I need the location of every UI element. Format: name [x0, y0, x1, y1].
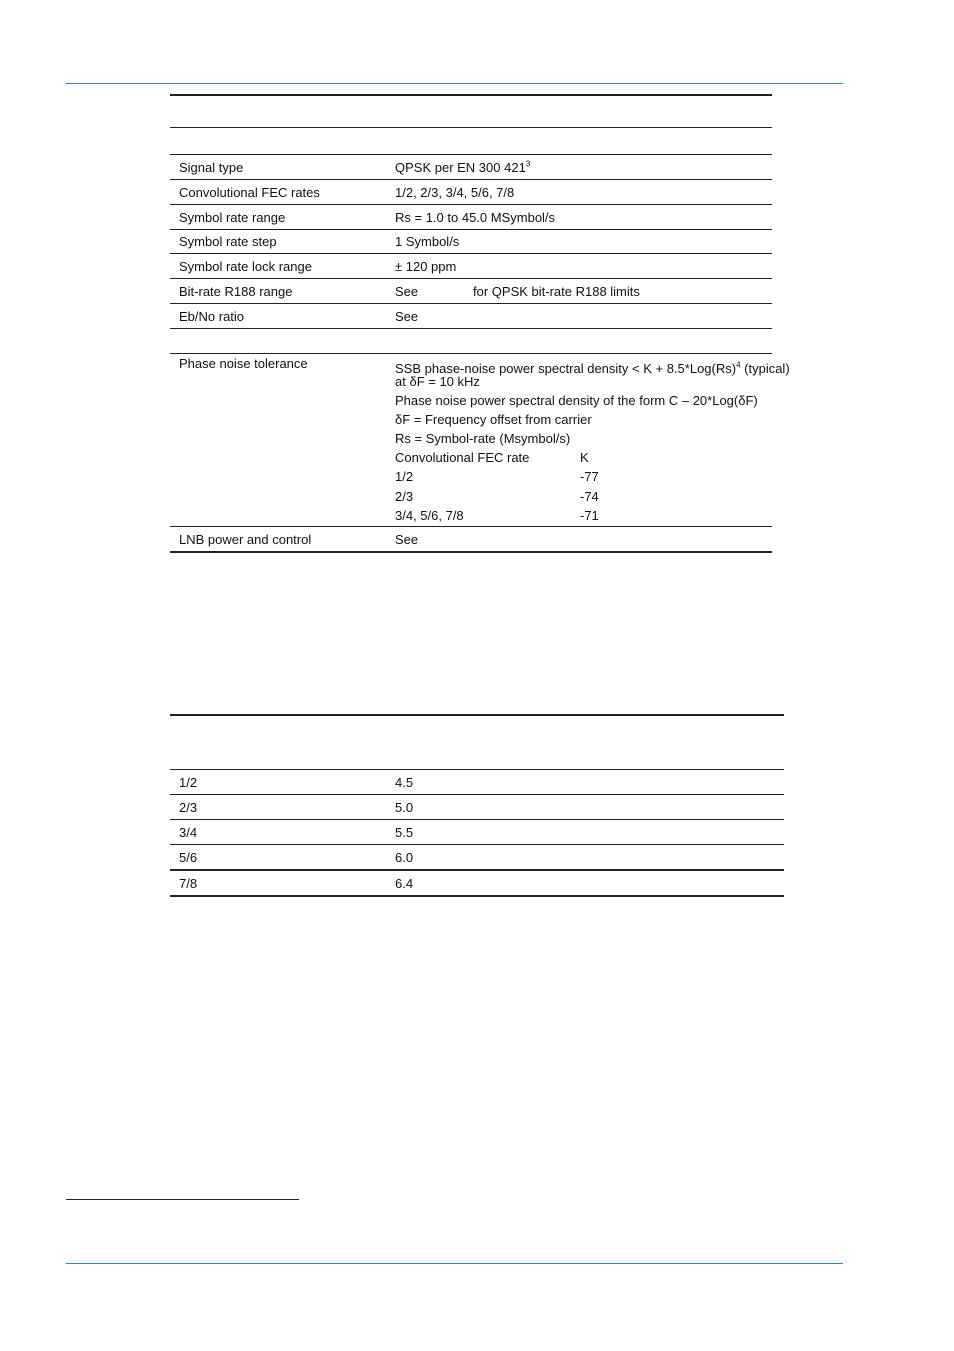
spec-label-lock-range: Symbol rate lock range	[179, 259, 312, 274]
header-rule	[66, 83, 843, 84]
ebno-rate: 5/6	[179, 850, 198, 865]
spec-label-bitrate-r188: Bit-rate R188 range	[179, 284, 293, 299]
phase-noise-line-2: Phase noise power spectral density of the form C – 20*Log(δF)	[395, 393, 758, 408]
spec-value-see-link[interactable]: See	[395, 284, 419, 299]
row-rule	[170, 526, 772, 527]
footnote-ref[interactable]: 4	[736, 360, 741, 370]
spec-label-symbol-rate-step: Symbol rate step	[179, 234, 277, 249]
ebno-rate: 3/4	[179, 825, 198, 840]
spec-label-ebno: Eb/No ratio	[179, 309, 245, 324]
k-row-rate: 3/4, 5/6, 7/8	[395, 508, 464, 523]
k-row-rate: 1/2	[395, 469, 414, 484]
table-subheader-rule	[170, 154, 772, 155]
spec-label-symbol-rate-range: Symbol rate range	[179, 210, 286, 225]
row-rule	[170, 278, 772, 279]
ebno-value: 4.5	[395, 775, 414, 790]
section-rule	[170, 353, 772, 354]
table-header-rule	[170, 769, 784, 770]
spec-value-signal-type	[395, 160, 530, 175]
spec-value-fec-rates: 1/2, 2/3, 3/4, 5/6, 7/8	[395, 185, 515, 200]
spec-label-phase-noise: Phase noise tolerance	[179, 356, 308, 371]
ebno-value: 5.0	[395, 800, 414, 815]
spec-value-ebno-see-link[interactable]: See	[395, 309, 419, 324]
row-rule	[170, 869, 784, 871]
spec-label-lnb: LNB power and control	[179, 532, 312, 547]
table-top-rule	[170, 94, 772, 96]
footnote-ref[interactable]: 3	[525, 159, 531, 169]
k-row-value: -74	[580, 489, 599, 504]
spec-value-text: QPSK per EN 300 421	[395, 160, 526, 175]
spec-label-fec-rates: Convolutional FEC rates	[179, 185, 320, 200]
ebno-table	[170, 714, 784, 899]
spec-value-bitrate-r188: for QPSK bit-rate R188 limits	[473, 284, 640, 299]
row-rule	[170, 253, 772, 254]
phase-noise-line-3: δF = Frequency offset from carrier	[395, 412, 592, 427]
spec-value-lock-range: ± 120 ppm	[395, 259, 457, 274]
table-top-rule	[170, 714, 784, 716]
spec-table	[170, 94, 790, 554]
table-header-rule	[170, 127, 772, 128]
spec-value-symbol-rate-range: Rs = 1.0 to 45.0 MSymbol/s	[395, 210, 556, 225]
phase-noise-text: SSB phase-noise power spectral density < K + 8.5*Log(Rs)	[395, 361, 737, 376]
ebno-rate: 1/2	[179, 775, 198, 790]
k-header-k: K	[580, 450, 589, 465]
ebno-value: 5.5	[395, 825, 414, 840]
row-rule	[170, 229, 772, 230]
table-bottom-rule	[170, 551, 772, 553]
ebno-value: 6.4	[395, 876, 414, 891]
spec-value-lnb-see-link[interactable]: See	[395, 532, 419, 547]
row-rule	[170, 204, 772, 205]
spec-label-signal-type: Signal type	[179, 160, 244, 175]
row-rule	[170, 328, 772, 329]
k-row-rate: 2/3	[395, 489, 414, 504]
row-rule	[170, 179, 772, 180]
row-rule	[170, 303, 772, 304]
ebno-rate: 2/3	[179, 800, 198, 815]
k-header-rate: Convolutional FEC rate	[395, 450, 530, 465]
table-bottom-rule	[170, 895, 784, 897]
footer-rule	[66, 1263, 843, 1264]
row-rule	[170, 819, 784, 820]
k-row-value: -71	[580, 508, 599, 523]
ebno-value: 6.0	[395, 850, 414, 865]
phase-noise-line-4: Rs = Symbol-rate (Msymbol/s)	[395, 431, 571, 446]
row-rule	[170, 794, 784, 795]
phase-noise-text: (typical)	[740, 361, 790, 376]
spec-value-symbol-rate-step: 1 Symbol/s	[395, 234, 460, 249]
footnote-separator	[66, 1199, 299, 1200]
row-rule	[170, 844, 784, 845]
k-row-value: -77	[580, 469, 599, 484]
phase-noise-line-1-cont: at δF = 10 kHz	[395, 374, 480, 389]
ebno-rate: 7/8	[179, 876, 198, 891]
